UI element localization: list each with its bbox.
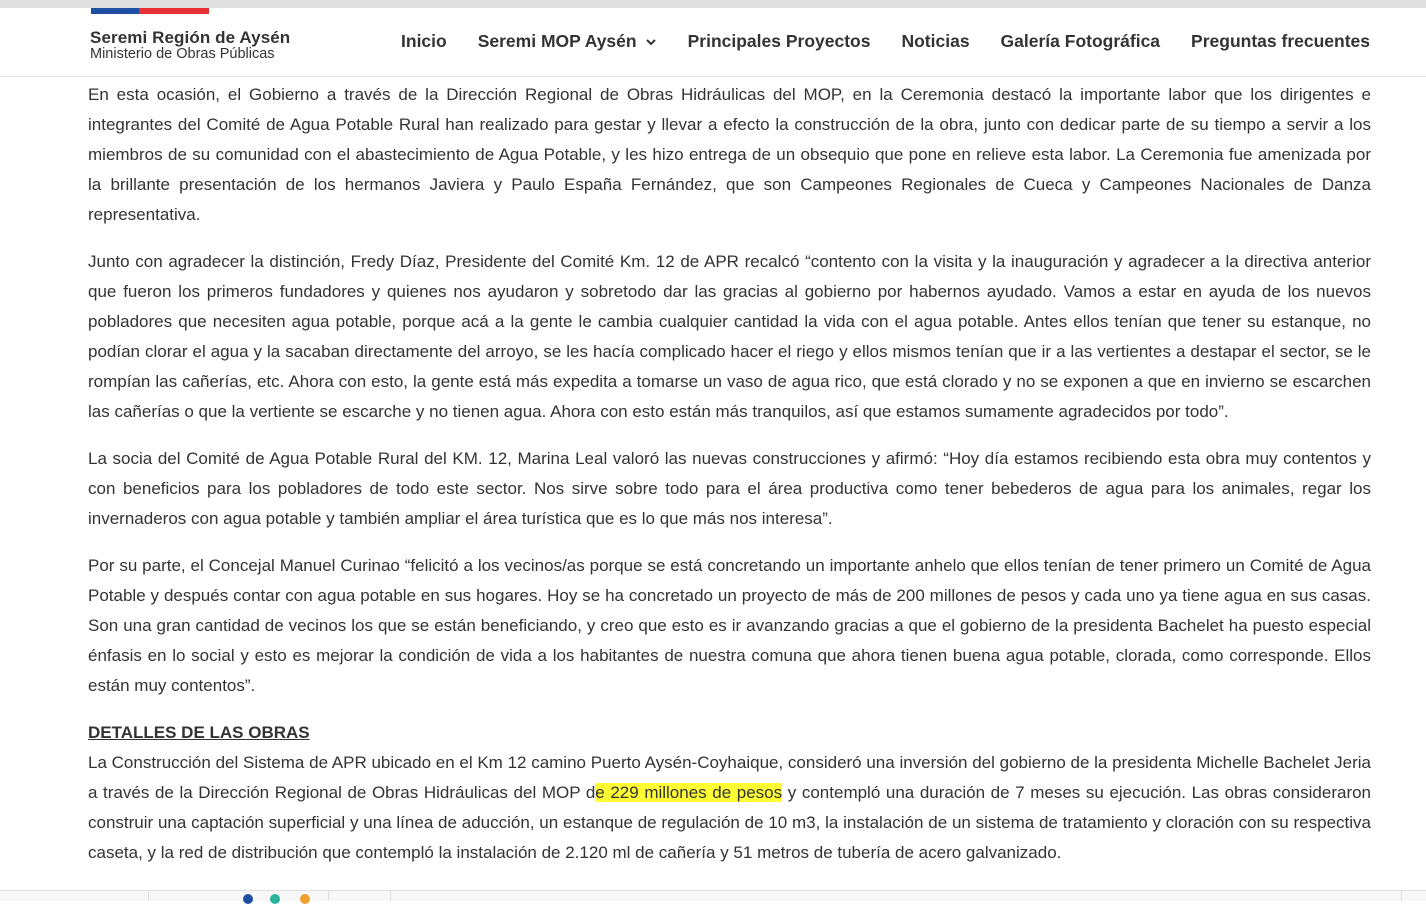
- highlighted-amount: e 229 millones de pesos: [595, 783, 783, 802]
- share-icon[interactable]: [270, 894, 280, 904]
- article-paragraph: Por su parte, el Concejal Manuel Curinao “felicitó a los vecinos/as porque se está concretando un importante anhelo que ellos tenían de tener primero un Comité de Agua Potable y después contar con agua potable en sus hogares. Hoy se ha concretado un proyecto de más de 200 millones de pesos y cada uno ya tiene agua en sus casas. Son una gran cantidad de vecinos los que se están beneficiando, y creo que esto es ir avanzando gracias a que el gobierno de la presidenta Bachelet ha puesto especial énfasis en lo social y esto es mejorar la condición de vida a los habitantes de nuestra comuna que ahora tienen buena agua potable, clorada, como corresponde. Ellos están muy contentos”.: [88, 556, 1371, 695]
- details-paragraph: La Construcción del Sistema de APR ubicado en el Km 12 camino Puerto Aysén-Coyhaique, consideró una inversión del gobierno de la presidenta Michelle Bachelet Jeria a través de la Dirección Regional de Obras Hidráulicas del MOP de 229 millones de pesos y contempló una duración de 7 meses su ejecución. Las obras consideraron construir una captación superficial y una línea de aducción, un estanque de regulación de 10 m3, la instalación de un sistema de tratamiento y cloración con su respectiva caseta, y la red de distribución que contempló la instalación de 2.120 ml de cañería y 51 metros de tubería de acero galvanizado.: [88, 753, 1372, 862]
- article-paragraph: En esta ocasión, el Gobierno a través de la Dirección Regional de Obras Hidráulicas del MOP, en la Ceremonia destacó la importante labor que los dirigentes e integrantes del Comité de Agua Potable Rural han realizado para gestar y llevar a efecto la construcción de la obra, junto con dedicar parte de su tiempo a servir a los miembros de su comunidad con el abastecimiento de Agua Potable, y les hizo entrega de un obsequio que pone en relieve esta labor. La Ceremonia fue amenizada por la brillante presentación de los hermanos Javiera y Paulo España Fernández, que son Campeones Regionales de Cueca y Campeones Nacionales de Danza representativa.: [88, 85, 1371, 224]
- flag-stripe: [91, 8, 209, 14]
- details-heading: DETALLES DE LAS OBRAS: [88, 723, 310, 742]
- nav-item-inicio[interactable]: Inicio: [401, 31, 447, 51]
- nav-item-noticias[interactable]: Noticias: [901, 31, 970, 51]
- browser-top-strip: [0, 0, 1426, 8]
- chevron-down-icon: [645, 36, 657, 48]
- article-paragraph: Junto con agradecer la distinción, Fredy Díaz, Presidente del Comité Km. 12 de APR recalcó “contento con la visita y la inauguración y agradecer a la directiva anterior que fueron los primeros fundadores y quienes nos ayudaron y sobretodo dar las gracias al gobierno por habernos ayudado. Vamos a estar en ayuda de los nuevos pobladores que necesiten agua potable, porque acá a la gente le cambia cualquier cantidad la vida con el agua potable. Antes ellos tenían que tener su estanque, no podían clorar el agua y la sacaban directamente del arroyo, se les hacía complicado hacer el riego y ellos mismos tenían que ir a las vertientes a destapar el sector, se le rompían las cañerías, etc. Ahora con esto, la gente está más expedita a tomarse un vaso de agua rico, que está clorado y no se exponen a que en invierno se escarchen las cañerías o que la vertiente se escarche y no tienen agua. Ahora con esto están más tranquilos, así que estamos sumamente agradecidos por todo”.: [88, 252, 1371, 421]
- nav-item-preguntas[interactable]: Preguntas frecuentes: [1191, 31, 1370, 51]
- site-header: [0, 8, 1426, 77]
- nav-item-galeria[interactable]: Galería Fotográfica: [1000, 31, 1161, 51]
- site-logo[interactable]: [90, 29, 290, 62]
- article-body: [88, 80, 1371, 885]
- brand-subtitle: Ministerio de Obras Públicas: [90, 45, 275, 62]
- main-nav: [401, 31, 1370, 52]
- nav-item-seremi-mop[interactable]: Seremi MOP Aysén: [478, 31, 657, 52]
- share-icon[interactable]: [300, 894, 310, 904]
- bottom-bar: [0, 890, 1426, 901]
- nav-item-proyectos[interactable]: Principales Proyectos: [687, 31, 871, 51]
- brand-name: Seremi Región de Aysén: [90, 28, 291, 47]
- share-icon[interactable]: [243, 894, 253, 904]
- article-paragraph: La socia del Comité de Agua Potable Rural del KM. 12, Marina Leal valoró las nuevas construcciones y afirmó: “Hoy día estamos recibiendo esta obra muy contentos y con beneficios para los pobladores de todo este sector. Nos sirve sobre todo para el área productiva como tener bebederos de agua para los animales, regar los invernaderos con agua potable y también ampliar el área turística que es lo que más nos interesa”.: [88, 449, 1371, 528]
